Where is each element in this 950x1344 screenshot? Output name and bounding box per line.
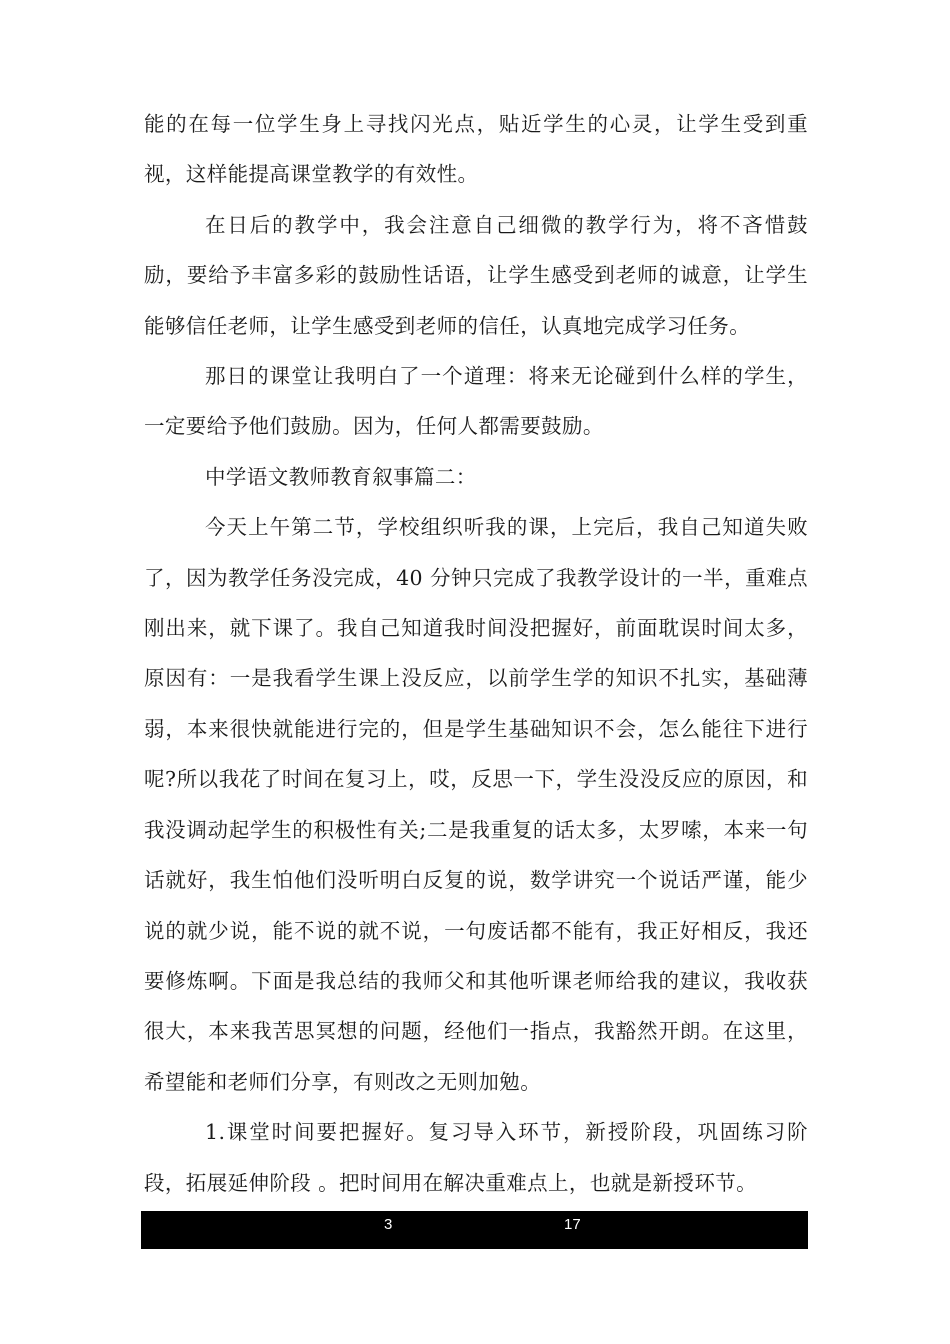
page-body [144,99,808,1208]
page-number: 3 [384,1216,393,1233]
paragraph: 那日的课堂让我明白了一个道理：将来无论碰到什么样的学生，一定要给予他们鼓励。因为，任何人都需要鼓励。 [144,364,808,439]
list-item-paragraph: 1.课堂时间要把握好。复习导入环节，新授阶段，巩固练习阶段，拓展延伸阶段 。把时间用在解决重难点上，也就是新授环节。 [144,1120,808,1195]
section-heading: 中学语文教师教育叙事篇二： [205,464,477,489]
total-pages: 17 [564,1216,581,1233]
page-footer-bar [141,1211,808,1249]
paragraph: 在日后的教学中，我会注意自己细微的教学行为，将不吝惜鼓励，要给予丰富多彩的鼓励性话语，让学生感受到老师的诚意，让学生能够信任老师，让学生感受到老师的信任，认真地完成学习任务。 [144,212,808,338]
paragraph: 能的在每一位学生身上寻找闪光点，贴近学生的心灵，让学生受到重视，这样能提高课堂教学的有效性。 [144,112,808,187]
paragraph: 今天上午第二节，学校组织听我的课，上完后，我自己知道失败了，因为教学任务没完成，40 分钟只完成了我教学设计的一半，重难点刚出来，就下课了。我自己知道我时间没把握好，前面耽误时间太多，原因有：一是我看学生课上没反应，以前学生学的知识不扎实，基础薄弱，本来很快就能进行完的，但是学生基础知识不会，怎么能往下进行呢?所以我花了时间在复习上，哎，反思一下，学生没没反应的原因，和我没调动起学生的积极性有关;二是我重复的话太多，太罗嗦，本来一句话就好，我生怕他们没听明白反复的说，数学讲究一个说话严谨，能少说的就少说，能不说的就不说，一句废话都不能有，我正好相反，我还要修炼啊。下面是我总结的我师父和其他听课老师给我的建议，我收获很大，本来我苦思冥想的问题，经他们一指点，我豁然开朗。在这里，希望能和老师们分享，有则改之无则加勉。 [144,515,808,1094]
